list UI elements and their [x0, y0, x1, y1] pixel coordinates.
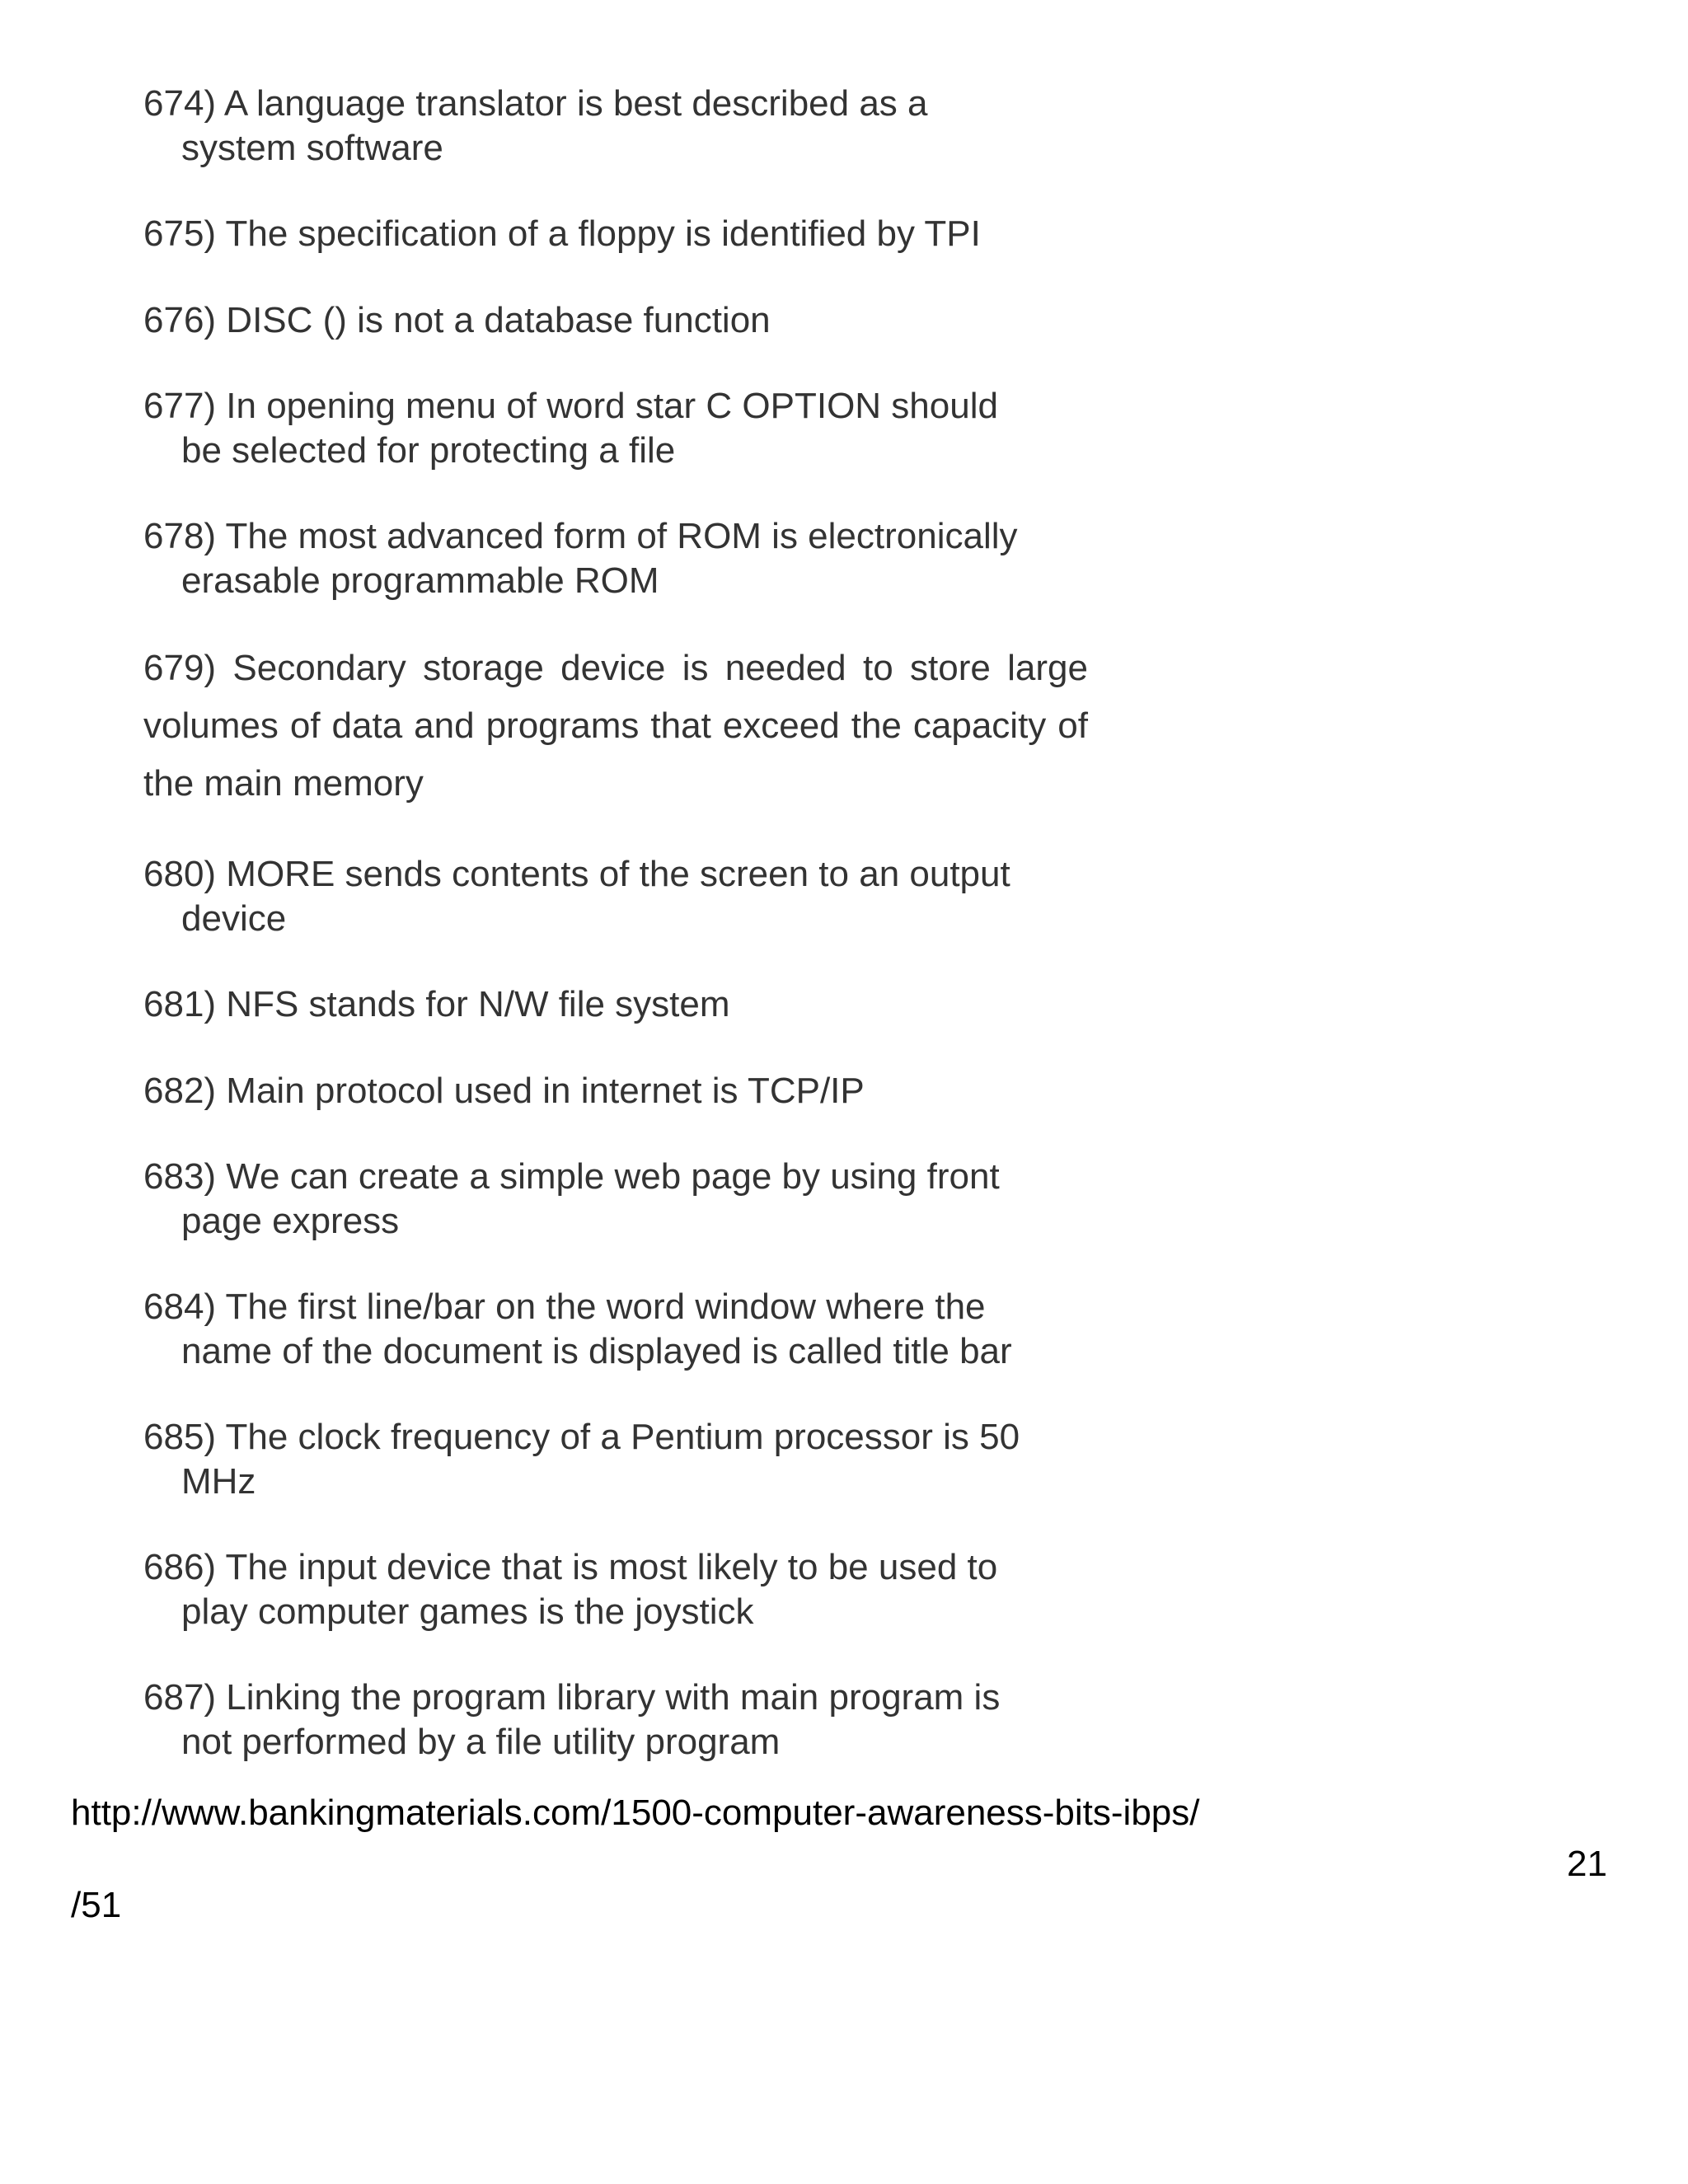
list-item	[143, 298, 1088, 343]
item-continuation: device	[181, 898, 287, 939]
list-item	[143, 982, 1088, 1027]
list-item	[143, 1069, 1088, 1113]
item-first-line: 678) The most advanced form of ROM is electronically	[143, 516, 1018, 556]
list-item	[143, 852, 1088, 941]
item-continuation: page express	[181, 1201, 400, 1241]
item-continuation: MHz	[181, 1461, 256, 1502]
item-continuation: erasable programmable ROM	[181, 560, 659, 601]
item-first-line: 686) The input device that is most likely to be used to	[143, 1547, 998, 1587]
item-first-line: 684) The first line/bar on the word window where the	[143, 1286, 986, 1327]
item-first-line: 674) A language translator is best described as a	[143, 83, 928, 124]
item-first-line: 682) Main protocol used in internet is TCP/IP	[143, 1071, 865, 1111]
item-continuation: play computer games is the joystick	[181, 1591, 754, 1632]
item-first-line: 677) In opening menu of word star C OPTION should	[143, 386, 998, 426]
list-item	[143, 1675, 1088, 1765]
page-number: 21	[1567, 1844, 1607, 1884]
item-first-line: 680) MORE sends contents of the screen to an output	[143, 854, 1010, 894]
item-first-line: 685) The clock frequency of a Pentium processor is 50	[143, 1417, 1020, 1457]
item-continuation: system software	[181, 128, 443, 168]
item-first-line: 675) The specification of a floppy is identified by TPI	[143, 213, 981, 254]
list-item	[143, 1285, 1088, 1374]
list-item	[143, 1545, 1088, 1634]
item-continuation: not performed by a file utility program	[181, 1722, 781, 1762]
list-item	[143, 1155, 1088, 1244]
list-item	[143, 514, 1088, 603]
list-item	[143, 82, 1088, 171]
footer-url[interactable]: http://www.bankingmaterials.com/1500-computer-awareness-bits-ibps/	[71, 1793, 1200, 1833]
list-item-paragraph: 679) Secondary storage device is needed to store large volumes of data and programs that exceed the capacity of the main memory	[143, 648, 1088, 804]
list-item	[143, 384, 1088, 473]
list-item	[143, 1415, 1088, 1504]
item-first-line: 676) DISC () is not a database function	[143, 300, 771, 340]
item-continuation: be selected for protecting a file	[181, 430, 676, 471]
item-first-line: 681) NFS stands for N/W file system	[143, 984, 730, 1024]
item-first-line: 683) We can create a simple web page by using front	[143, 1156, 1000, 1197]
item-continuation: name of the document is displayed is called title bar	[181, 1331, 1012, 1371]
page-total: /51	[71, 1885, 122, 1925]
list-item	[143, 212, 1088, 256]
item-first-line: 687) Linking the program library with main program is	[143, 1677, 1001, 1718]
